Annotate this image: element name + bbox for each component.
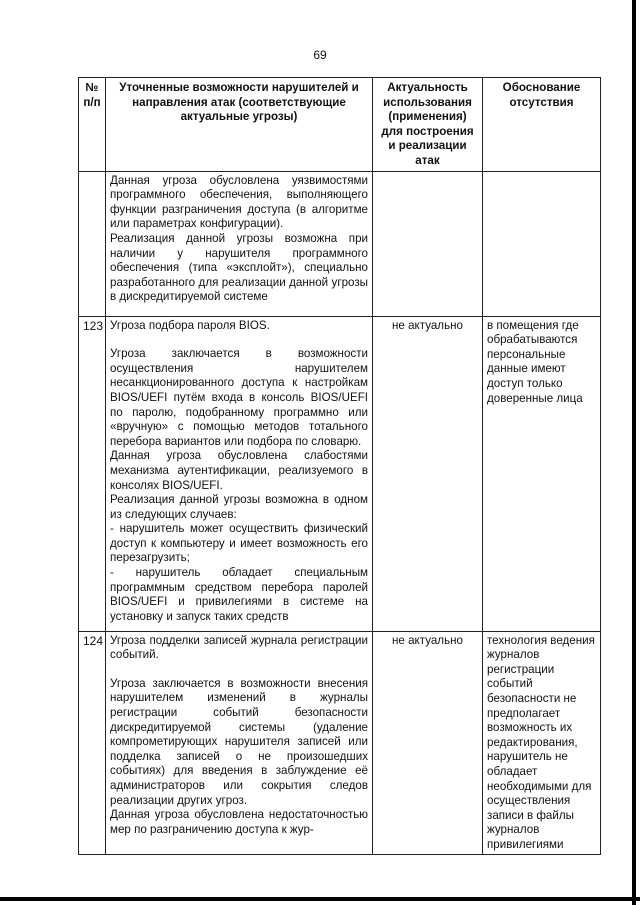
- header-relevance: Актуальность использования (применения) для построения и реализации атак: [373, 78, 483, 172]
- table-row-continuation: [79, 171, 601, 316]
- cell-status: [373, 171, 483, 316]
- threats-table: [78, 77, 601, 855]
- cell-number: [79, 171, 106, 316]
- cell-number: 123: [79, 316, 106, 631]
- scan-border-right: [632, 0, 636, 905]
- cell-reason: [483, 171, 601, 316]
- table-row: [79, 631, 601, 855]
- cell-status: не актуально: [373, 631, 483, 855]
- scan-border-bottom: [0, 897, 640, 901]
- paragraph: Угроза заключается в возможности внесения нарушителем изменений в журналы регистрации событий безопасности дискредитируемой системы (удаление компрометирующих нарушителя записей или подделка записей о не произошедших событиях) для введения в заблуждение её администраторов или сокрытия следов реализации других угроз.: [110, 676, 368, 807]
- table-row: [79, 316, 601, 631]
- cell-status: не актуально: [373, 316, 483, 631]
- header-justification: Обоснование отсутствия: [483, 78, 601, 172]
- paragraph: Реализация данной угрозы возможна в одном из следующих случаев:: [110, 493, 368, 521]
- paragraph: Реализация данной угрозы возможна при наличии у нарушителя программного обеспечения (типа «эксплойт»), специально разработанного для реализации данной угрозы в дискредитируемой системе: [110, 231, 368, 304]
- header-threat: Уточненные возможности нарушителей и направления атак (соответствующие актуальные угрозы): [106, 78, 373, 172]
- cell-description: [106, 171, 373, 316]
- paragraph: - нарушитель обладает специальным программным средством перебора паролей BIOS/UEFI и привилегиями в системе на установку и запуск таких средств: [110, 566, 368, 623]
- cell-description: [106, 316, 373, 631]
- page-number: 69: [313, 48, 327, 62]
- paragraph: Данная угроза обусловлена недостаточностью мер по разграничению доступа к жур-: [110, 808, 368, 836]
- paragraph: Данная угроза обусловлена уязвимостями программного обеспечения, выполняющего функции разграничения доступа (в алгоритме или параметрах конфигурации).: [110, 173, 368, 231]
- paragraph: - нарушитель может осуществить физический доступ к компьютеру и имеет возможность его перезагрузить;: [110, 522, 368, 565]
- header-number: № п/п: [79, 78, 106, 172]
- threat-title: Угроза подбора пароля BIOS.: [110, 318, 270, 332]
- paragraph: Данная угроза обусловлена слабостями механизма аутентификации, реализуемого в консолях BIOS/UEFI.: [110, 449, 368, 492]
- cell-description: [106, 631, 373, 855]
- cell-reason: в помещения где обрабатываются персональные данные имеют доступ только доверенные лица: [483, 316, 601, 631]
- threat-title: Угроза подделки записей журнала регистрации событий.: [110, 633, 368, 662]
- table-header-row: [79, 78, 601, 172]
- paragraph: Угроза заключается в возможности осуществления нарушителем несанкционированного доступа к настройкам BIOS/UEFI путём входа в консоль BIOS/UEFI по паролю, подобранному программно или «вручную» с помощью методов тотального перебора вариантов или подбора по словарю.: [110, 347, 368, 448]
- cell-number: 124: [79, 631, 106, 855]
- cell-reason: технология ведения журналов регистрации событий безопасности не предполагает возможность их редактирования, нарушитель не обладает необходимыми для осуществления записи в файлы журналов привилегиями: [483, 631, 601, 855]
